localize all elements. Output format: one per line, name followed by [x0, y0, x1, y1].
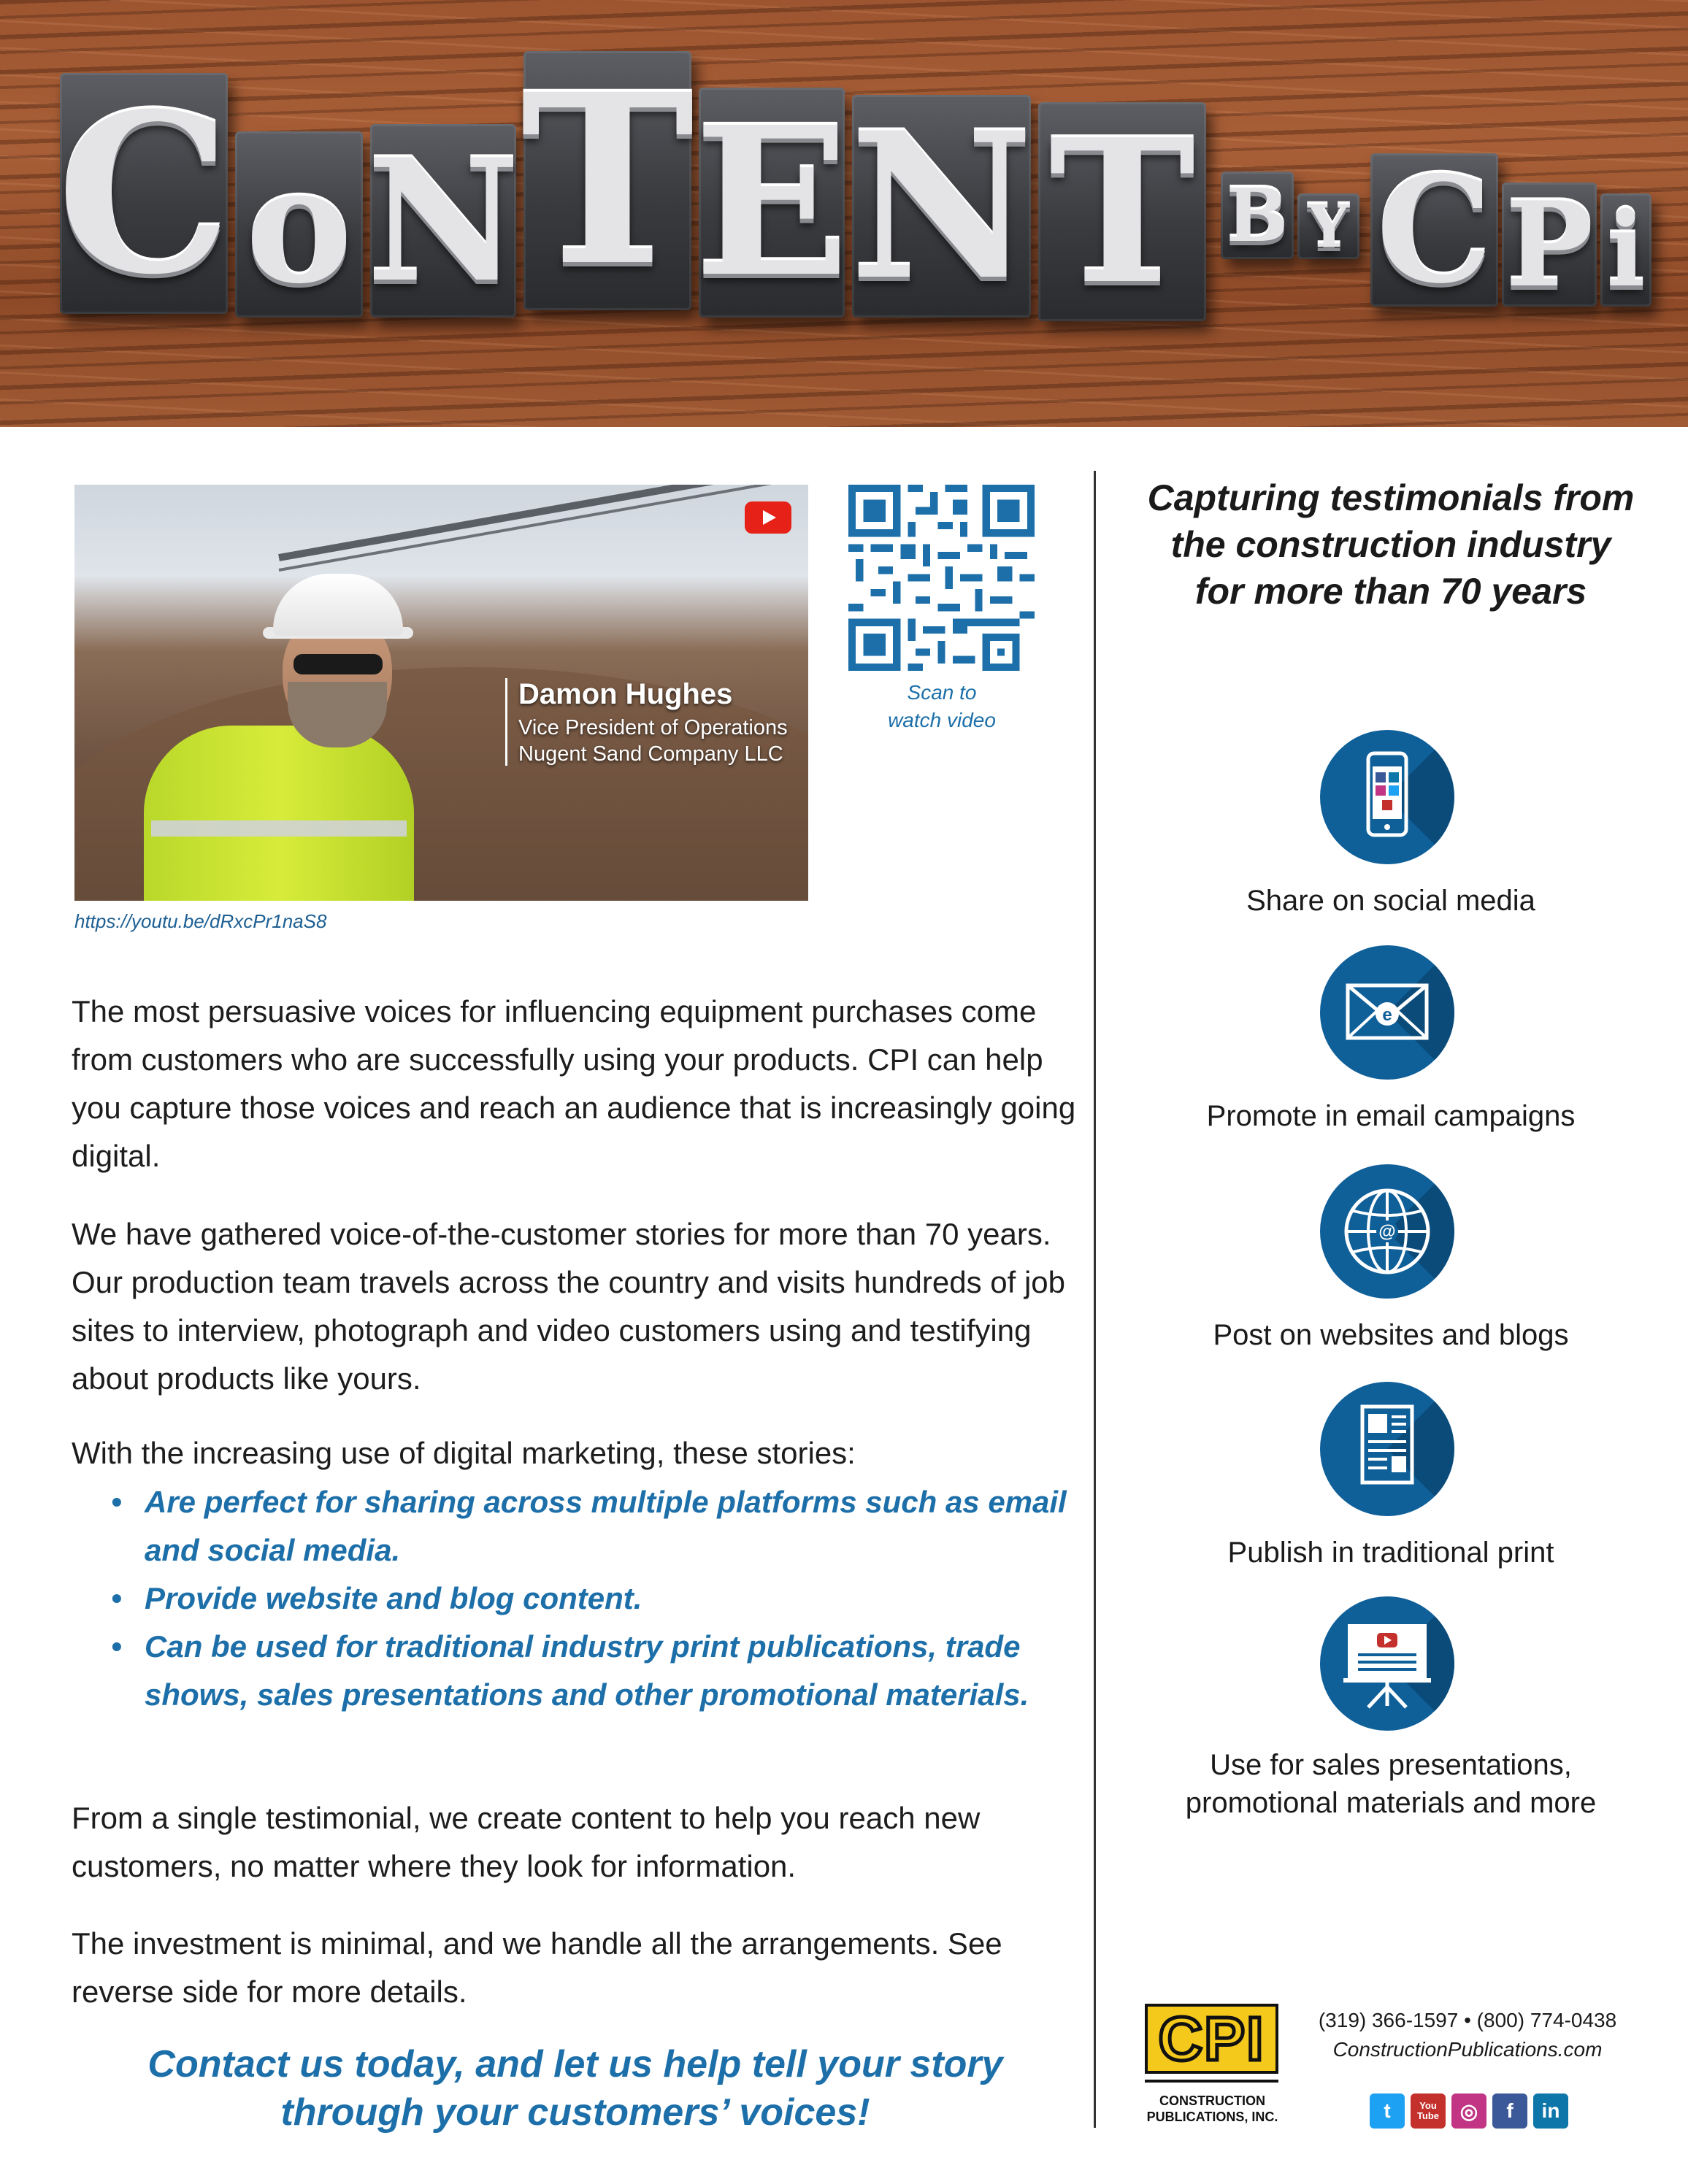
type-block [1297, 193, 1359, 259]
list-item-text: Can be used for traditional industry print publications, trade shows, sales presentations and other promotional materials. [145, 1629, 1029, 1712]
cpi-logo [1145, 2004, 1280, 2125]
globe-web-icon [1320, 1164, 1454, 1299]
letterpress-type-logo [56, 44, 1666, 372]
qr-caption-line: Scan to [907, 681, 977, 704]
paragraph-history [72, 1210, 1079, 1403]
speaker-name: Damon Hughes [518, 678, 733, 710]
type-letter: C [56, 64, 231, 323]
type-block [56, 64, 231, 323]
website-link[interactable]: ConstructionPublications.com [1332, 2038, 1603, 2061]
hardhat-graphic [273, 574, 403, 636]
feature-label [1117, 1746, 1665, 1822]
email-envelope-icon [1320, 945, 1454, 1080]
type-letter: N [849, 88, 1034, 324]
type-block [366, 122, 521, 320]
list-item: • Can be used for traditional industry print publications, trade shows, sales presentations and other promotional materials. [111, 1629, 1029, 1712]
tagline-line: the construction industry [1170, 524, 1611, 565]
benefits-list [108, 1478, 1079, 1719]
instagram-icon[interactable]: ◎ [1451, 2093, 1486, 2129]
phone-numbers: (319) 366-1597 • (800) 774-0438 [1318, 2009, 1617, 2031]
logo-mark: CPI [1145, 2004, 1278, 2074]
type-block [1038, 96, 1206, 328]
type-block [520, 44, 695, 318]
reflective-stripe-graphic [151, 820, 407, 837]
type-letter: C [1376, 144, 1493, 316]
paragraph-intro [72, 988, 1079, 1180]
paragraph-lead-in [72, 1429, 1079, 1477]
feature-label-line: promotional materials and more [1185, 1787, 1597, 1819]
column-divider [1094, 471, 1096, 2128]
feature-label: Share on social media [1246, 885, 1535, 917]
conveyor-graphic [279, 485, 808, 572]
person-jacket-graphic [144, 726, 414, 901]
paragraph-single-testimonial [72, 1794, 1079, 1891]
type-block [849, 88, 1034, 324]
type-letter: E [694, 82, 850, 323]
paragraph-text: The most persuasive voices for influencing equipment purchases come from customers who are successfully using your products. CPI can help you capture those voices and reach an audience that is increasingly going digital. [72, 994, 1076, 1173]
banner-content-by-cpi [0, 0, 1688, 427]
tagline-line: for more than 70 years [1194, 571, 1587, 612]
list-item-text: Provide website and blog content. [145, 1581, 642, 1615]
newspaper-print-icon [1320, 1382, 1454, 1516]
type-letter: T [520, 44, 695, 318]
paragraph-text: From a single testimonial, we create content to help you reach new customers, no matter where they look for information. [72, 1801, 981, 1883]
social-icons [1370, 2093, 1568, 2129]
type-letter: N [366, 122, 521, 320]
svg-text:e: e [1382, 1005, 1392, 1025]
paragraph-text: With the increasing use of digital marketing, these stories: [72, 1436, 856, 1470]
type-block [1502, 176, 1597, 313]
qr-caption [832, 679, 1051, 734]
youtube-link[interactable]: https://youtu.be/dRxcPr1naS8 [74, 910, 327, 932]
sunglasses-graphic [294, 654, 383, 674]
linkedin-icon[interactable]: in [1533, 2093, 1568, 2129]
twitter-icon[interactable]: t [1370, 2093, 1405, 2129]
list-item: • Are perfect for sharing across multiple platforms such as email and social media. [111, 1485, 1067, 1567]
sidebar-tagline [1117, 474, 1665, 615]
youtube-icon[interactable]: You Tube [1411, 2093, 1446, 2129]
list-item-text: Are perfect for sharing across multiple platforms such as email and social media. [145, 1485, 1067, 1567]
speaker-company: Nugent Sand Company LLC [518, 742, 783, 766]
logo-company-name: PUBLICATIONS, INC. [1146, 2110, 1278, 2124]
list-item: • Provide website and blog content. [111, 1581, 642, 1615]
type-letter: i [1606, 190, 1646, 310]
logo-company-name: CONSTRUCTION [1159, 2093, 1265, 2108]
facebook-icon[interactable]: f [1492, 2093, 1527, 2129]
qr-code-icon[interactable] [848, 485, 1035, 671]
cta-line: Contact us today, and let us help tell your story [147, 2043, 1003, 2085]
call-to-action [72, 2040, 1079, 2137]
youtube-play-icon[interactable] [745, 501, 791, 534]
type-block [694, 82, 850, 323]
type-letter: B [1226, 172, 1289, 258]
contact-info [1292, 2006, 1643, 2064]
type-block [235, 131, 363, 318]
qr-caption-line: watch video [888, 709, 996, 731]
cta-line: through your customers’ voices! [280, 2091, 870, 2134]
type-block [1600, 190, 1651, 310]
type-letter: P [1505, 176, 1594, 313]
svg-text:@: @ [1378, 1222, 1396, 1242]
video-thumbnail[interactable] [74, 485, 808, 901]
tagline-line: Capturing testimonials from [1147, 477, 1635, 518]
feature-label-line: Use for sales presentations, [1210, 1749, 1572, 1781]
presentation-screen-icon [1320, 1596, 1454, 1731]
speaker-role: Vice President of Operations [518, 716, 788, 739]
paragraph-investment [72, 1920, 1079, 2016]
type-block [1221, 172, 1294, 259]
type-letter: Y [1307, 192, 1350, 261]
paragraph-text: The investment is minimal, and we handle all the arrangements. See reverse side for more details. [72, 1926, 1002, 2009]
feature-label: Post on websites and blogs [1213, 1319, 1569, 1351]
smartphone-social-icon [1320, 730, 1454, 864]
type-letter: o [245, 130, 353, 319]
type-block [1370, 144, 1498, 316]
feature-label: Publish in traditional print [1227, 1537, 1554, 1569]
feature-label: Promote in email campaigns [1206, 1100, 1576, 1132]
type-letter: T [1048, 96, 1196, 328]
paragraph-text: We have gathered voice-of-the-customer stories for more than 70 years. Our production team travels across the country and visits hundreds of job sites to interview, photograph and video customers using and testifying about products like yours. [72, 1217, 1066, 1396]
